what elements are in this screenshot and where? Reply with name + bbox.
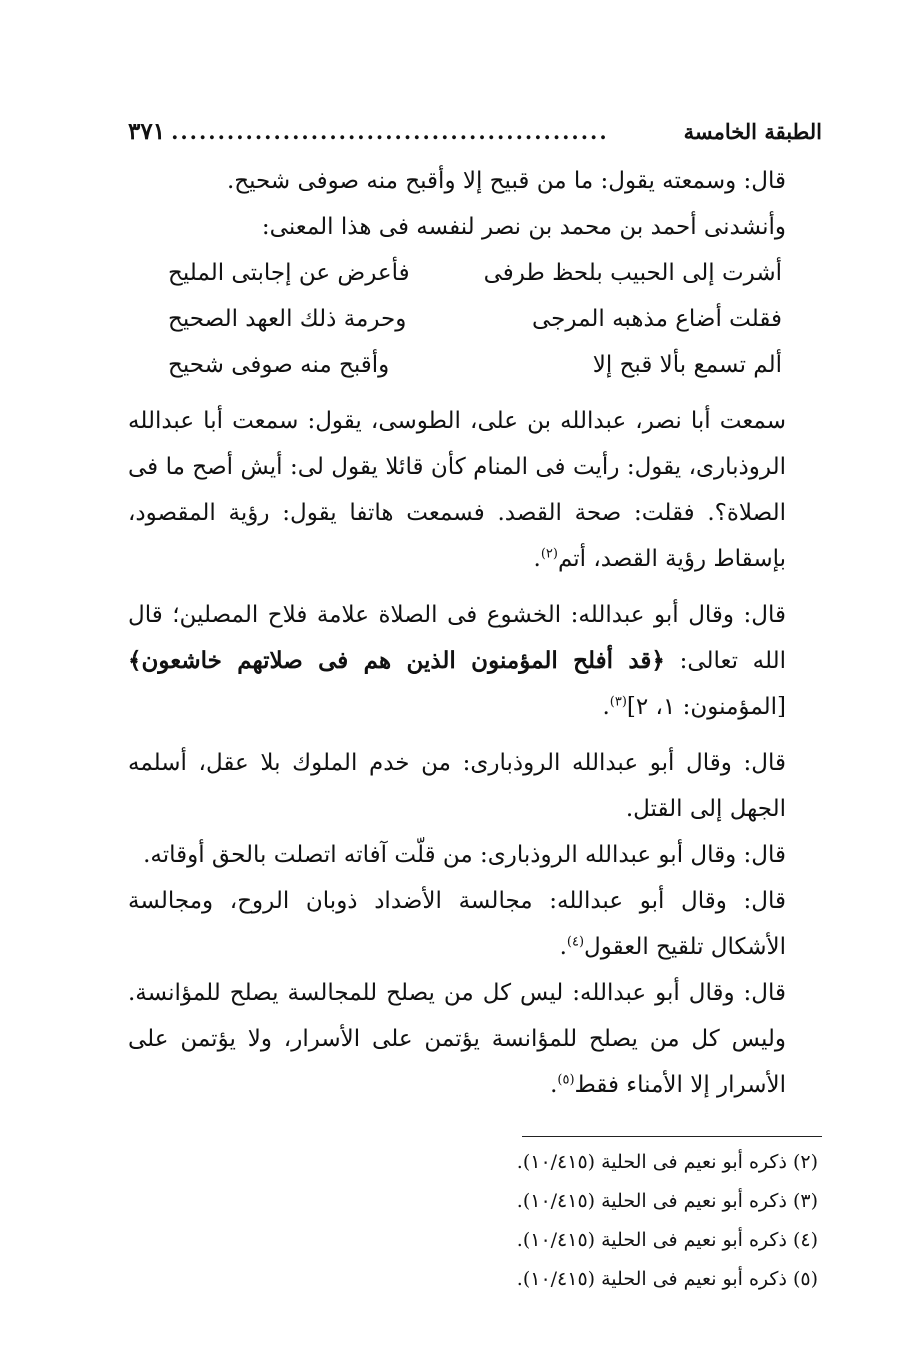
- footnote-item: (٢) ذكره أبو نعيم فى الحلية (١٠/٤١٥).: [516, 1151, 818, 1173]
- paragraph-few-afflictions: قال: وقال أبو عبدالله الروذبارى: من قلّت آفاته اتصلت بالحق أوقاته.: [143, 842, 786, 868]
- paragraph-khushu: [128, 592, 822, 730]
- footnote-marker[interactable]: (٥): [557, 1072, 575, 1088]
- footnote-item: (٤) ذكره أبو نعيم فى الحلية (١٠/٤١٥).: [516, 1229, 818, 1251]
- paragraph-text: قال: وقال أبو عبدالله: ليس كل من يصلح للمجالسة يصلح للمؤانسة. وليس كل من يصلح للمؤانسة يؤتمن على الأسرار، ولا يؤتمن على الأسرار إلا الأمناء فقط: [128, 980, 786, 1098]
- verse-second-half: وأقبح منه صوفى شحيح: [168, 352, 390, 378]
- chapter-title: الطبقة الخامسة: [683, 119, 822, 144]
- poem: [168, 250, 782, 388]
- book-page: [128, 118, 822, 1299]
- paragraph-dream-prayer: [128, 398, 822, 582]
- poem-verse: [168, 342, 782, 388]
- footnote-marker[interactable]: (٣): [609, 694, 627, 710]
- verse-first-half: ألم تسمع بألا قبح إلا: [592, 352, 782, 378]
- footnotes-list: [128, 1143, 822, 1299]
- paragraph-text: قال: وقال أبو عبدالله: الخشوع فى الصلاة علامة فلاح المصلين؛ قال الله تعالى:: [128, 602, 787, 674]
- verse-reference: [المؤمنون: ١، ٢]: [626, 694, 786, 720]
- paragraph-company: [128, 878, 822, 970]
- leader-dots: ...............................................: [171, 119, 609, 144]
- verse-first-half: فقلت أضاع مذهبه المرجى: [532, 306, 782, 332]
- footnote-separator: [522, 1136, 822, 1137]
- paragraph-end: .: [533, 546, 541, 572]
- page-number: ٣٧١: [128, 118, 166, 145]
- paragraph-text: سمعت أبا نصر، عبدالله بن على، الطوسى، يقول: سمعت أبا عبدالله الروذبارى، يقول: رأيت فى المنام كأن قائلا يقول لى: أيش أصح ما فى الصلاة؟. فقلت: صحة القصد. فسمعت هاتفا يقول: رؤية المقصود، بإسقاط رؤية القصد، أتم: [128, 408, 786, 572]
- footnote-marker[interactable]: (٤): [566, 934, 585, 950]
- paragraph-end: .: [559, 934, 567, 960]
- paragraph-text: قال: وقال أبو عبدالله: مجالسة الأضداد ذوبان الروح، ومجالسة الأشكال تلقيح العقول: [128, 888, 786, 960]
- poem-verse: [168, 250, 782, 296]
- running-header: [128, 118, 822, 158]
- footnote-item: (٥) ذكره أبو نعيم فى الحلية (١٠/٤١٥).: [516, 1268, 818, 1290]
- quran-verse: ﴿قد أفلح المؤمنون الذين هم فى صلاتهم خاشعون﴾: [128, 647, 665, 674]
- paragraph-poem-intro: وأنشدنى أحمد بن محمد بن نصر لنفسه فى هذا المعنى:: [261, 214, 786, 240]
- paragraph-saying-stingy-sufi: قال: وسمعته يقول: ما من قبيح إلا وأقبح منه صوفى شحيح.: [226, 168, 786, 194]
- paragraph-intimacy-secrets: [128, 970, 822, 1108]
- verse-second-half: وحرمة ذلك العهد الصحيح: [168, 306, 407, 332]
- paragraph-end: .: [550, 1072, 558, 1098]
- footnote-marker[interactable]: (٢): [540, 546, 558, 562]
- paragraph-serving-kings: قال: وقال أبو عبدالله الروذبارى: من خدم الملوك بلا عقل، أسلمه الجهل إلى القتل.: [128, 750, 786, 822]
- footnote-item: (٣) ذكره أبو نعيم فى الحلية (١٠/٤١٥).: [516, 1190, 818, 1212]
- verse-second-half: فأعرض عن إجابتى المليح: [168, 260, 410, 286]
- paragraph-end: .: [602, 694, 610, 720]
- verse-first-half: أشرت إلى الحبيب بلحظ طرفى: [483, 260, 782, 286]
- poem-verse: [168, 296, 782, 342]
